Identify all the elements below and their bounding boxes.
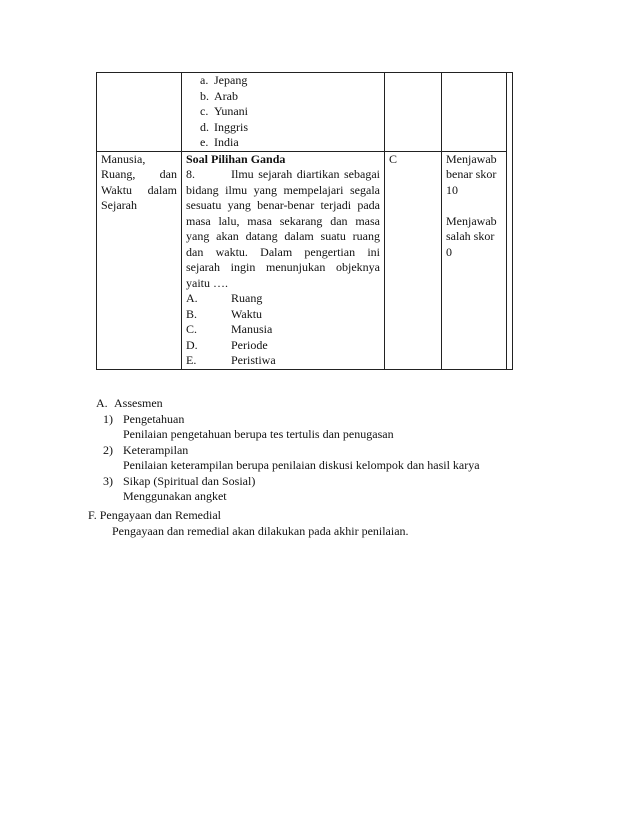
- choice-item: B. Waktu: [186, 306, 263, 321]
- choice-item: E. Peristiwa: [186, 353, 276, 367]
- topic-line: Manusia,: [101, 151, 146, 166]
- scoring-cell: [442, 151, 507, 369]
- previous-options-list: [186, 73, 380, 151]
- question-heading: Soal Pilihan Ganda: [186, 151, 286, 166]
- score-cell-empty: [442, 73, 507, 152]
- question-line: yaitu ….: [186, 275, 228, 290]
- assessment-item-desc: Penilaian keterampilan berupa penilaian diskusi kelompok dan hasil karya: [123, 458, 480, 472]
- question-line: Ilmu sejarah diartikan sebagai: [231, 167, 380, 181]
- question-line: dan waktu. Dalam pengertian ini: [186, 244, 380, 259]
- topic-line: Waktu dalam: [101, 182, 177, 197]
- assessment-item: 1) Pengetahuan: [103, 411, 185, 426]
- question-cell: [182, 151, 385, 369]
- question-first-line: [186, 167, 380, 183]
- topic-line: Ruang, dan: [101, 167, 177, 181]
- table-row-previous-options: [97, 73, 513, 152]
- question-line: sesuatu yang benar-benar terjadi pada: [186, 198, 380, 212]
- scoring-line: benar skor: [446, 167, 497, 181]
- question-line: yang akan datang dalam suatu ruang: [186, 229, 380, 243]
- scoring-line: Menjawab: [446, 151, 497, 166]
- scoring-line: Menjawab: [446, 213, 497, 228]
- assessment-section: [96, 396, 616, 505]
- previous-options-cell: [182, 73, 385, 152]
- scoring-spacer: [446, 198, 502, 214]
- remedial-title: F. Pengayaan dan Remedial: [88, 508, 222, 522]
- option-item: c. Yunani: [200, 104, 248, 118]
- assessment-title: Assesmen: [114, 396, 163, 410]
- scoring-line: 0: [446, 244, 452, 259]
- option-item: a. Jepang: [200, 73, 248, 87]
- assessment-marker: A.: [96, 396, 108, 410]
- choice-item: A. Ruang: [186, 291, 263, 305]
- question-line: bidang ilmu yang mempelajari segala: [186, 182, 380, 197]
- option-item: d. Inggris: [200, 119, 248, 134]
- question-line: masa lalu, masa sekarang dan masa: [186, 213, 380, 228]
- choice-item: D. Periode: [186, 337, 268, 352]
- assessment-item-desc: Penilaian pengetahuan berupa tes tertulis dan penugasan: [123, 427, 394, 441]
- assessment-item: 2) Keterampilan: [103, 442, 189, 457]
- choice-item: C. Manusia: [186, 322, 273, 336]
- question-number: 8.: [186, 167, 195, 181]
- answer-key: C: [389, 151, 398, 166]
- option-item: b. Arab: [200, 88, 238, 103]
- extra-cell: [507, 73, 513, 370]
- assessment-question-table: [96, 72, 513, 370]
- topic-cell: [97, 151, 182, 369]
- table-row-question-8: [97, 151, 513, 369]
- topic-line: Sejarah: [101, 198, 137, 212]
- option-item: e. India: [200, 135, 239, 149]
- assessment-item: 3) Sikap (Spiritual dan Sosial): [103, 473, 256, 488]
- answer-cell-empty: [385, 73, 442, 152]
- scoring-line: 10: [446, 182, 458, 197]
- answer-key-cell: [385, 151, 442, 369]
- topic-cell-empty: [97, 73, 182, 152]
- remedial-section: [88, 508, 608, 539]
- question-line: sejarah ingin menunjukan objeknya: [186, 260, 380, 274]
- assessment-item-desc: Menggunakan angket: [123, 489, 227, 503]
- remedial-desc: Pengayaan dan remedial akan dilakukan pada akhir penilaian.: [112, 523, 409, 538]
- assessment-heading: [96, 396, 616, 412]
- scoring-line: salah skor: [446, 229, 495, 243]
